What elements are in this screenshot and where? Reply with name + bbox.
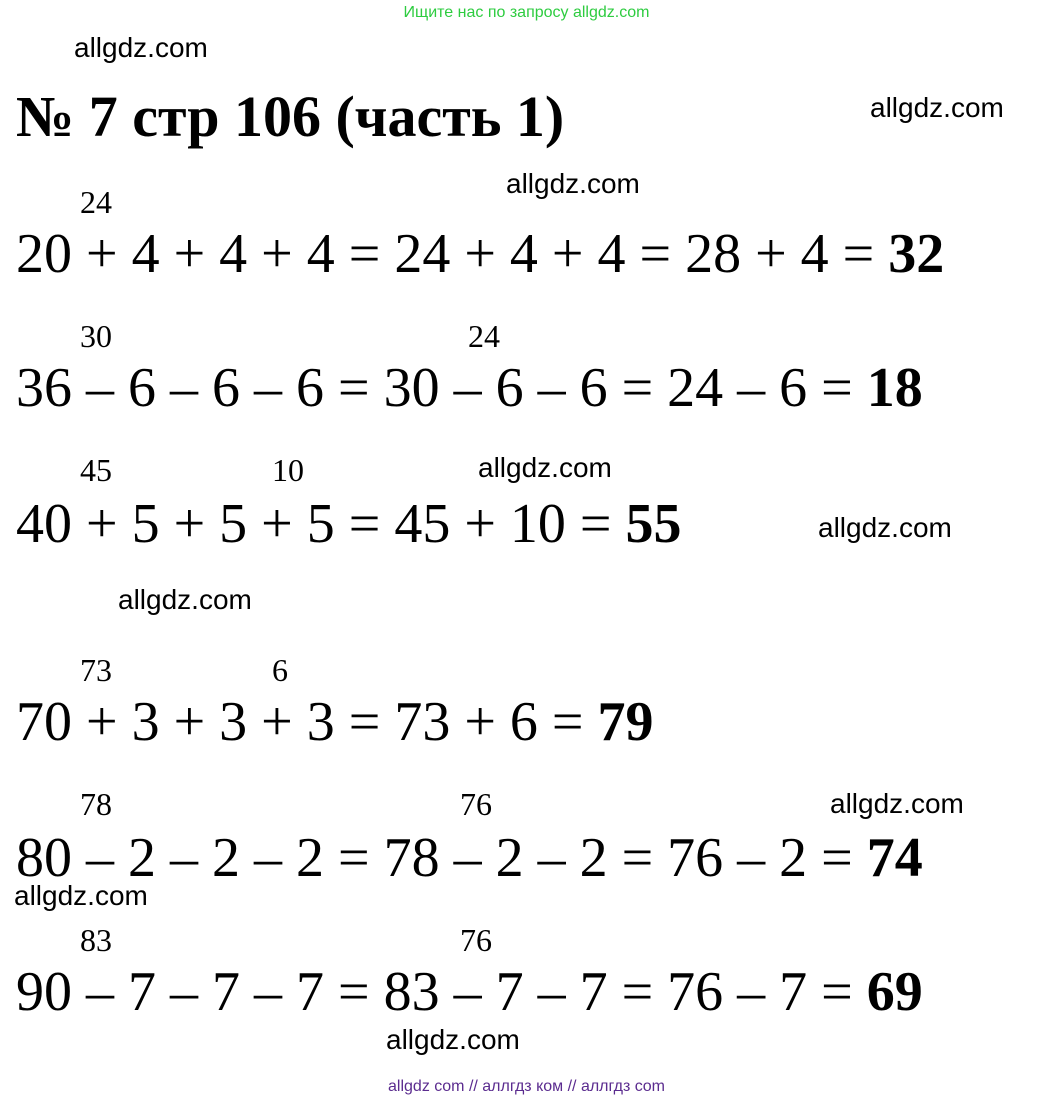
equation-note: 73 (80, 652, 112, 688)
equation-note: 45 (80, 452, 112, 488)
equation-row (16, 961, 923, 1023)
equation-note: 30 (80, 318, 112, 354)
equation-note: 76 (460, 786, 492, 822)
watermark: allgdz.com (870, 92, 1004, 123)
equation-row (16, 691, 654, 753)
equation-row (16, 223, 945, 285)
equation-row (16, 827, 923, 889)
footer-credits: allgdz com // аллгдз ком // аллгдз com (388, 1078, 665, 1095)
watermark: allgdz.com (506, 168, 640, 199)
equation-expression: 80 – 2 – 2 – 2 = 78 – 2 – 2 = 76 – 2 = (16, 827, 867, 889)
equation-expression: 40 + 5 + 5 + 5 = 45 + 10 = (16, 493, 626, 555)
equation-expression: 20 + 4 + 4 + 4 = 24 + 4 + 4 = 28 + 4 = (16, 223, 889, 285)
equation-expression: 70 + 3 + 3 + 3 = 73 + 6 = (16, 691, 598, 753)
watermark: allgdz.com (74, 32, 208, 63)
equation-answer: 32 (888, 223, 945, 285)
equation-note: 24 (80, 184, 112, 220)
watermark: allgdz.com (478, 452, 612, 483)
equation-note: 76 (460, 922, 492, 958)
equation-note: 10 (272, 452, 304, 488)
equation-answer: 69 (866, 961, 923, 1023)
equation-answer: 55 (625, 493, 682, 555)
equation-answer: 18 (866, 357, 923, 419)
equation-row (16, 357, 923, 419)
watermark: allgdz.com (818, 512, 952, 543)
equation-answer: 79 (597, 691, 654, 753)
watermark: allgdz.com (830, 788, 964, 819)
equation-note: 83 (80, 922, 112, 958)
equation-note: 6 (272, 652, 288, 688)
watermark: allgdz.com (118, 584, 252, 615)
equation-note: 78 (80, 786, 112, 822)
equation-answer: 74 (866, 827, 923, 889)
watermark: allgdz.com (386, 1024, 520, 1055)
equation-note: 24 (468, 318, 500, 354)
equation-expression: 90 – 7 – 7 – 7 = 83 – 7 – 7 = 76 – 7 = (16, 961, 867, 1023)
equation-row (16, 493, 682, 555)
watermark: allgdz.com (14, 880, 148, 911)
equation-expression: 36 – 6 – 6 – 6 = 30 – 6 – 6 = 24 – 6 = (16, 357, 867, 419)
top-search-hint: Ищите нас по запросу allgdz.com (403, 4, 650, 21)
page-title: № 7 стр 106 (часть 1) (16, 84, 565, 149)
